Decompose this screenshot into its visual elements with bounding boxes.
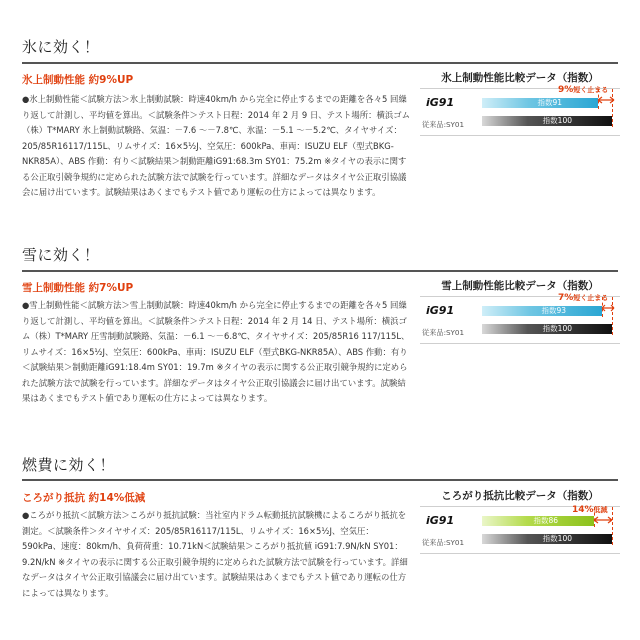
chart-title: 雪上制動性能比較データ（指数） xyxy=(441,280,599,292)
section-subtitle: 雪上制動性能 約7%UP xyxy=(22,282,134,294)
section-body: ●氷上制動性能＜試験方法＞氷上制動試験：時速40km/h から完全に停止するまでの距離を各々5 回繰り返して計測し、平均値を算出。＜試験条件＞テスト日程：2014 年 2 月 9 日、テスト場所：横浜ゴム（株）T*MARY 氷上制動試験路、気温：－7.6 ～－7.8℃、氷温：－5.1 ～－5.2℃、タイヤサイズ：205/85R16117/115L、リムサイズ：16×5½J、空気圧：600kPa、車両：ISUZU ELF（型式BKG-NKR85A）、ABS 作動：有り＜試験結果＞制動距離iG91:68.3m SY01：75.2m ※タイヤの表示に関する公正取引競争規約に定められた試験方法で試験を行っています。詳細なデータはタイヤ公正取引協議会に届け出ています。試験結果はあくまでもテスト値であり運転の仕方によっては異なります。 xyxy=(22,94,410,197)
section-subtitle: ころがり抵抗 約14%低減 xyxy=(22,492,146,504)
bar-ig91-label: 指数91 xyxy=(537,98,562,107)
section-subtitle: 氷上制動性能 約9%UP xyxy=(22,74,134,86)
improvement-suffix: 低減 xyxy=(593,506,608,514)
bar-ig91-label: 指数86 xyxy=(533,516,558,525)
improvement-bracket xyxy=(596,94,616,104)
improvement-suffix: 短く止まる xyxy=(573,86,609,94)
bar-sy01 xyxy=(482,534,612,544)
brand-label: iG91 xyxy=(426,96,455,109)
bar-sy01-label: 指数100 xyxy=(542,534,572,543)
improvement-value: 14% xyxy=(572,505,594,515)
section-divider xyxy=(22,479,618,481)
bar-sy01 xyxy=(482,116,612,126)
bar-ig91 xyxy=(482,306,602,316)
improvement-value: 9% xyxy=(558,85,574,95)
marker-line xyxy=(612,507,613,545)
conventional-label: 従来品:SY01 xyxy=(422,120,465,129)
chart-box xyxy=(420,88,620,136)
brand-label: iG91 xyxy=(426,514,455,527)
brand-label: iG91 xyxy=(426,304,455,317)
chart-title: ころがり抵抗比較データ（指数） xyxy=(441,490,599,502)
bar-sy01 xyxy=(482,324,612,334)
section-body: ●雪上制動性能＜試験方法＞雪上制動試験：時速40km/h から完全に停止するまでの距離を各々5 回繰り返して計測し、平均値を算出。＜試験条件＞テスト日程：2014 年 2 月 14 日、テスト場所：横浜ゴム（株）T*MARY 圧雪制動試験路、気温：－6.1 ～－6.8℃、タイヤサイズ：205/85R16 117/115L、リムサイズ：16×5½J、空気圧：600kPa、車両：ISUZU ELF（型式BKG-NKR85A）、ABS 作動：有り＜試験結果＞制動距離iG91:18.4m SY01：19.7m ※タイヤの表示に関する公正取引競争規約に定められた試験方法で試験を行っています。詳細なデータはタイヤ公正取引協議会に届け出ています。試験結果はあくまでもテスト値であり運転の仕方によっては異なります。 xyxy=(22,300,410,403)
conventional-label: 従来品:SY01 xyxy=(422,538,465,547)
bar-ig91 xyxy=(482,98,598,108)
section-heading: 氷に効く！ xyxy=(22,38,100,56)
improvement-value: 7% xyxy=(558,293,574,303)
section-divider xyxy=(22,270,618,272)
improvement-bracket xyxy=(592,514,614,524)
bar-ig91-label: 指数93 xyxy=(541,306,566,315)
chart-title: 氷上制動性能比較データ（指数） xyxy=(441,72,599,84)
section-heading: 燃費に効く！ xyxy=(22,456,116,474)
improvement-suffix: 短く止まる xyxy=(573,294,609,302)
section-body: ●ころがり抵抗＜試験方法＞ころがり抵抗試験：当社室内ドラム転動抵抗試験機によるころがり抵抗を測定。＜試験条件＞タイヤサイズ：205/85R16117/115L、リムサイズ：16×5½J、空気圧：590kPa、速度：80km/h、負荷荷重：10.71kN＜試験結果＞ころがり抵抗値 iG91:7.9N/kN SY01：9.2N/kN ※タイヤの表示に関する公正取引競争規約に定められた試験方法で試験を行っています。詳細なデータはタイヤ公正取引協議会に届け出ています。試験結果はあくまでもテスト値であり運転の仕方によっては異なります。 xyxy=(22,510,408,598)
bar-sy01-label: 指数100 xyxy=(542,116,572,125)
conventional-label: 従来品:SY01 xyxy=(422,328,465,337)
bar-ig91 xyxy=(482,516,594,526)
bar-sy01-label: 指数100 xyxy=(542,324,572,333)
section-divider xyxy=(22,62,618,64)
section-heading: 雪に効く！ xyxy=(22,246,100,264)
chart-box xyxy=(420,296,620,344)
improvement-bracket xyxy=(600,302,616,312)
